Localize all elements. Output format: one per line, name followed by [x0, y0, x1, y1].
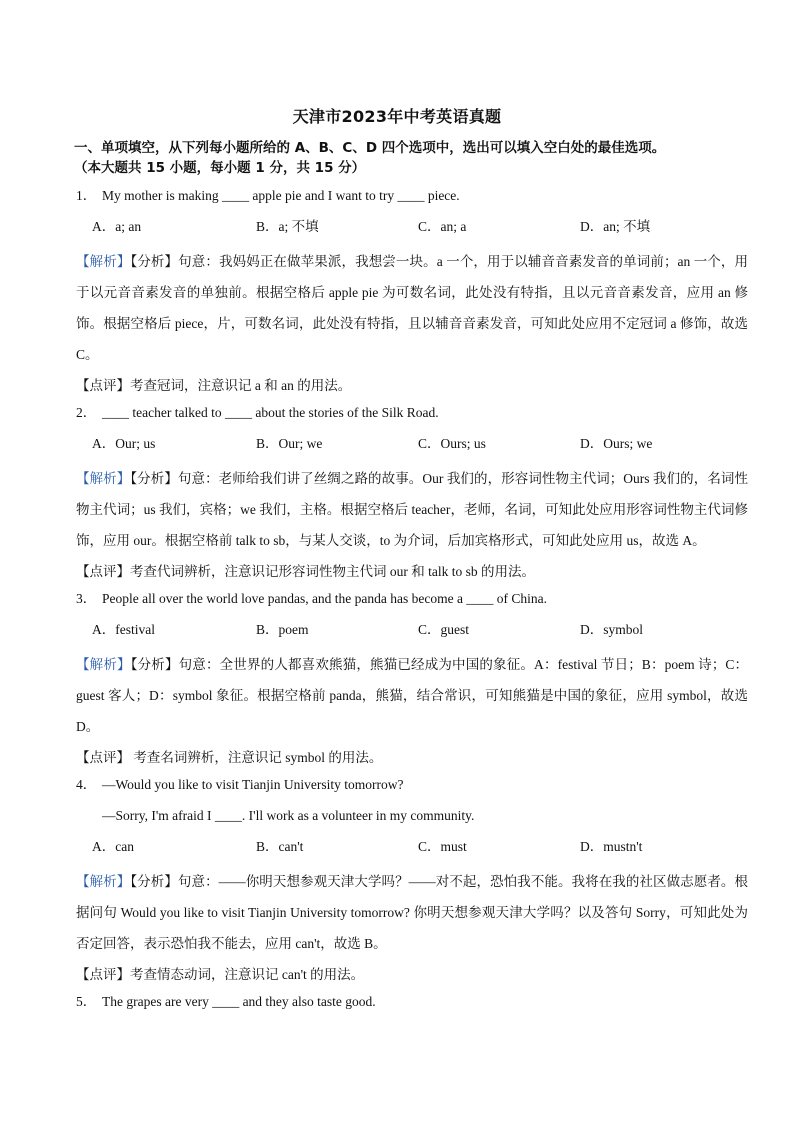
option-a: A．festival [92, 622, 155, 637]
option-c: C．an; a [418, 219, 467, 234]
option-d: D．an; 不填 [580, 219, 651, 234]
question-list [76, 184, 748, 1021]
analysis-label: 【解析】 [76, 254, 131, 269]
question-4 [76, 773, 748, 990]
analysis-paragraph [76, 866, 748, 959]
option-b: B．can't [256, 839, 304, 854]
question-number: 3． [76, 591, 97, 606]
option-b: B．a; 不填 [256, 219, 319, 234]
option-d: D．Ours; we [580, 436, 653, 451]
question-stem [76, 401, 748, 432]
document-title: 天津市2023年中考英语真题 [292, 107, 502, 126]
question-text: —Would you like to visit Tianjin University tomorrow? [102, 777, 404, 792]
question-number: 1． [76, 188, 97, 203]
comment-line [76, 370, 748, 401]
option-c: C．Ours; us [418, 436, 486, 451]
question-text: People all over the world love pandas, and the panda has become a ____ of China. [102, 591, 547, 606]
question-1 [76, 184, 748, 401]
question-stem-reply [76, 804, 748, 835]
comment-text: 考查代词辨析，注意识记形容词性物主代词 our 和 talk to sb 的用法。 [130, 564, 535, 579]
analysis-paragraph [76, 246, 748, 370]
comment-text: 考查名词辨析，注意识记 symbol 的用法。 [130, 750, 383, 765]
question-text: ____ teacher talked to ____ about the stories of the Silk Road. [102, 405, 439, 420]
fenxi-label: 【分析】 [130, 657, 179, 672]
option-c: C．guest [418, 622, 470, 637]
option-c: C．must [418, 839, 467, 854]
comment-text: 考查情态动词，注意识记 can't 的用法。 [130, 967, 365, 982]
question-number: 5． [76, 994, 97, 1009]
section-scoring: （本大题共 15 小题，每小题 1 分，共 15 分） [74, 160, 366, 176]
comment-line [76, 959, 748, 990]
options-row [76, 215, 748, 246]
fenxi-label: 【分析】 [130, 471, 178, 486]
comment-text: 考查冠词，注意识记 a 和 an 的用法。 [130, 378, 352, 393]
analysis-label: 【解析】 [76, 874, 131, 889]
comment-line [76, 742, 748, 773]
option-d: D．mustn't [580, 839, 643, 854]
analysis-label: 【解析】 [76, 657, 131, 672]
question-3 [76, 587, 748, 773]
analysis-text: 句意：全世界的人都喜欢熊猫，熊猫已经成为中国的象征。A：festival 节日；B：poem 诗；C：guest 客人；D：symbol 象征。根据空格前 panda，熊猫，结合常识，可知熊猫是中国的象征，应用 symbol，故选 D。 [76, 657, 748, 734]
fenxi-label: 【分析】 [130, 874, 178, 889]
options-row [76, 835, 748, 866]
option-a: A．Our; us [92, 436, 156, 451]
comment-label: 【点评】 [76, 378, 130, 393]
analysis-label: 【解析】 [76, 471, 131, 486]
comment-label: 【点评】 [76, 750, 130, 765]
section-heading [74, 138, 774, 178]
question-5 [76, 990, 748, 1021]
analysis-text: 句意：老师给我们讲了丝绸之路的故事。Our 我们的，形容词性物主代词；Ours 我们的，名词性物主代词；us 我们，宾格；we 我们，主格。根据空格后 teacher，老师，名词，可知此处应用形容词性物主代词修饰，应用 our。根据空格前 talk to sb，与某人交谈，to 为介词，后加宾格形式，可知此处应用 us，故选 A。 [76, 471, 748, 548]
fenxi-label: 【分析】 [130, 254, 179, 269]
analysis-text: 句意：我妈妈正在做苹果派，我想尝一块。a 一个，用于以辅音音素发音的单词前；an 一个，用于以元音音素发音的单独前。根据空格后 apple pie 为可数名词，此处没有特指，且以元音音素发音，应用 an 修饰。根据空格后 piece，片，可数名词，此处没有特指，且以辅音音素发音，可知此处应用不定冠词 a 修饰，故选 C。 [76, 254, 749, 362]
section-instruction: 一、单项填空，从下列每小题所给的 A、B、C、D 四个选项中，选出可以填入空白处的最佳选项。 [74, 140, 666, 156]
option-b: B．Our; we [256, 436, 323, 451]
analysis-text: 句意：——你明天想参观天津大学吗？——对不起，恐怕我不能。我将在我的社区做志愿者。根据问句 Would you like to visit Tianjin University tomorrow? 你明天想参观天津大学吗？以及答句 Sorry，可知此处为否定回答，表示恐怕我不能去，应用 can't，故选 B。 [76, 874, 749, 951]
comment-label: 【点评】 [76, 564, 130, 579]
options-row [76, 618, 748, 649]
question-text: —Sorry, I'm afraid I ____. I'll work as a volunteer in my community. [102, 808, 475, 823]
analysis-paragraph [76, 463, 748, 556]
options-row [76, 432, 748, 463]
question-text: My mother is making ____ apple pie and I want to try ____ piece. [102, 188, 460, 203]
comment-label: 【点评】 [76, 967, 130, 982]
question-stem [76, 990, 748, 1021]
question-number: 2． [76, 405, 97, 420]
question-number: 4． [76, 777, 97, 792]
option-a: A．a; an [92, 219, 142, 234]
option-a: A．can [92, 839, 134, 854]
question-stem [76, 587, 748, 618]
question-stem [76, 184, 748, 215]
question-2 [76, 401, 748, 587]
comment-line [76, 556, 748, 587]
question-text: The grapes are very ____ and they also taste good. [102, 994, 376, 1009]
analysis-paragraph [76, 649, 748, 742]
question-stem [76, 773, 748, 804]
option-b: B．poem [256, 622, 309, 637]
option-d: D．symbol [580, 622, 644, 637]
